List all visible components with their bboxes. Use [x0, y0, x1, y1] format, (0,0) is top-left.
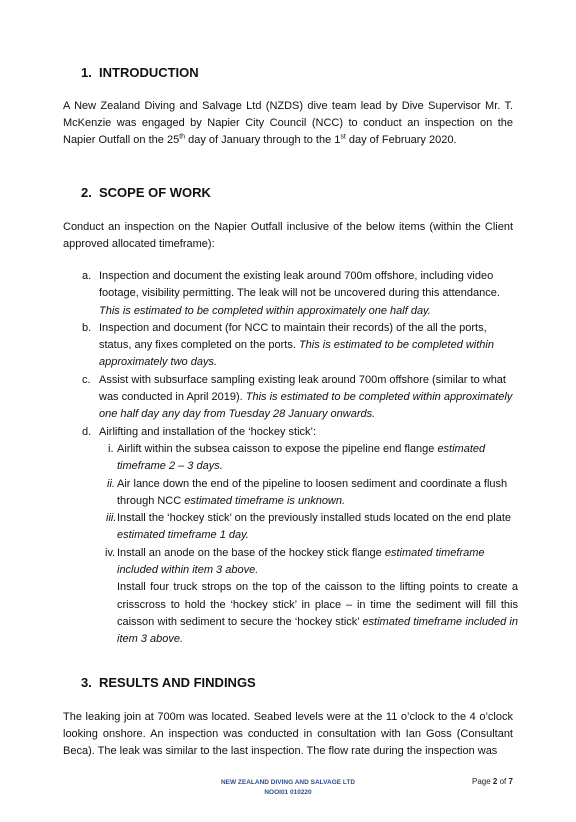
- page-number: Page 2 of 7: [472, 777, 513, 786]
- sub-list-item: ii. Air lance down the end of the pipeline to loosen sediment and coordinate a flush through NCC estimated timeframe is unknown.: [107, 477, 508, 507]
- section-heading-introduction: [81, 65, 199, 80]
- hockey-stick-strops-paragraph: Install four truck strops on the top of the caisson to the lifting points to create a crisscross to hold the ‘hockey stick’ in place – in time the sediment will fill this caisson with sediment to secure the ‘hockey stick’ estimated timeframe included in item 3 above.: [117, 581, 518, 646]
- section-title: INTRODUCTION: [99, 65, 199, 80]
- sub-list-marker: ii.: [107, 477, 115, 490]
- footer-reference: NOOI01 010220: [264, 789, 312, 796]
- sub-list-item: iv. Install an anode on the base of the hockey stick flange estimated timeframe included within item 3 above.: [105, 546, 485, 577]
- intro-paragraph: A New Zealand Diving and Salvage Ltd (NZDS) dive team lead by Dive Supervisor Mr. T. McKenzie was engaged by Napier City Council (NCC) to conduct an inspection on the Napier Outfall on the 25th day of January through to the 1st day of February 2020.: [63, 100, 513, 146]
- list-item: a. Inspection and document the existing leak around 700m offshore, including video footage, visibility permitting. The leak will not be uncovered during this attendance. This is estimated to be completed within approximately one half day.: [82, 270, 500, 317]
- list-item: c. Assist with subsurface sampling existing leak around 700m offshore (similar to what was conducted in April 2019). This is estimated to be completed within approximately one half day any day from Tuesday 28 January onwards.: [82, 373, 513, 421]
- scope-items-list: [63, 268, 518, 649]
- section-number: 2.: [81, 185, 92, 200]
- scope-lead-paragraph: Conduct an inspection on the Napier Outfall inclusive of the below items (within the Client approved allocated timeframe):: [63, 221, 513, 250]
- sub-list-item: iii. Install the ‘hockey stick’ on the previously installed studs located on the end plate estimated timeframe 1 day.: [106, 512, 511, 542]
- sub-list-item: i. Airlift within the subsea caisson to expose the pipeline end flange estimated timeframe 2 – 3 days.: [108, 442, 486, 473]
- section-title: SCOPE OF WORK: [99, 185, 211, 200]
- results-paragraph: The leaking join at 700m was located. Seabed levels were at the 11 o’clock to the 4 o’clock looking onshore. An inspection was conducted in consultation with Ian Goss (Consultant Beca). The leak was similar to the last inspection. The flow rate during the inspection was: [63, 711, 513, 757]
- section-heading-results-and-findings: [81, 675, 256, 690]
- list-item: d. Airlifting and installation of the ‘hockey stick’:: [63, 424, 518, 441]
- footer-company-name: NEW ZEALAND DIVING AND SALVAGE LTD: [220, 779, 356, 786]
- section-heading-scope-of-work: [81, 185, 211, 200]
- list-marker: c.: [82, 373, 91, 386]
- footer-company-block: [188, 778, 388, 798]
- list-marker: b.: [82, 321, 92, 334]
- section-number: 3.: [81, 675, 92, 690]
- list-marker: a.: [82, 270, 92, 282]
- sub-list-marker: iii.: [106, 512, 117, 525]
- sub-list-marker: iv.: [105, 546, 116, 559]
- list-marker: d.: [82, 425, 92, 438]
- section-number: 1.: [81, 65, 92, 80]
- sub-list-marker: i.: [108, 442, 114, 455]
- section-title: RESULTS AND FINDINGS: [99, 675, 256, 690]
- list-item: b. Inspection and document (for NCC to maintain their records) of the all the ports, status, any fixes completed on the ports. This is estimated to be completed within approximately two days.: [82, 321, 494, 369]
